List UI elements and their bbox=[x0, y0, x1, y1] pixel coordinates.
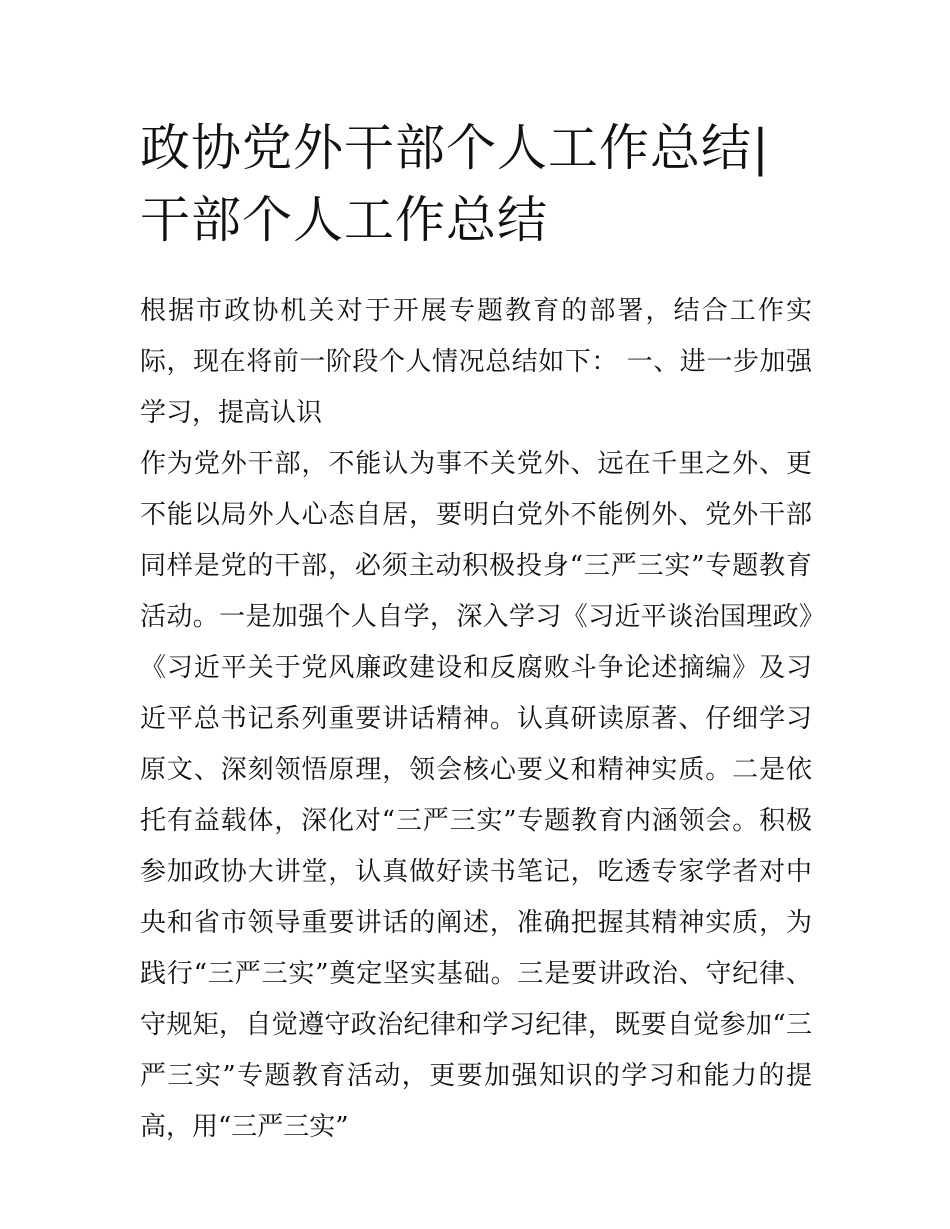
paragraph-body: 作为党外干部，不能认为事不关党外、远在千里之外、更不能以局外人心态自居，要明白党外不能例外、党外干部同样是党的干部，必须主动积极投身“三严三实”专题教育活动。一是加强个人自学，深入学习《习近平谈治国理政》《习近平关于党风廉政建设和反腐败斗争论述摘编》及习近平总书记系列重要讲话精神。认真研读原著、仔细学习原文、深刻领悟原理，领会核心要义和精神实质。二是依托有益载体，深化对“三严三实”专题教育内涵领会。积极参加政协大讲堂，认真做好读书笔记，吃透专家学者对中央和省市领导重要讲话的阐述，准确把握其精神实质，为践行“三严三实”奠定坚实基础。三是要讲政治、守纪律、守规矩，自觉遵守政治纪律和学习纪律，既要自觉参加“三严三实”专题教育活动，更要加强知识的学习和能力的提高，用“三严三实” bbox=[140, 449, 812, 1142]
paragraph-intro: 根据市政协机关对于开展专题教育的部署，结合工作实际，现在将前一阶段个人情况总结如下： 一、进一步加强学习，提高认识 bbox=[140, 296, 812, 428]
document-title: 政协党外干部个人工作总结|干部个人工作总结 bbox=[140, 119, 770, 249]
document-page bbox=[140, 112, 812, 1153]
